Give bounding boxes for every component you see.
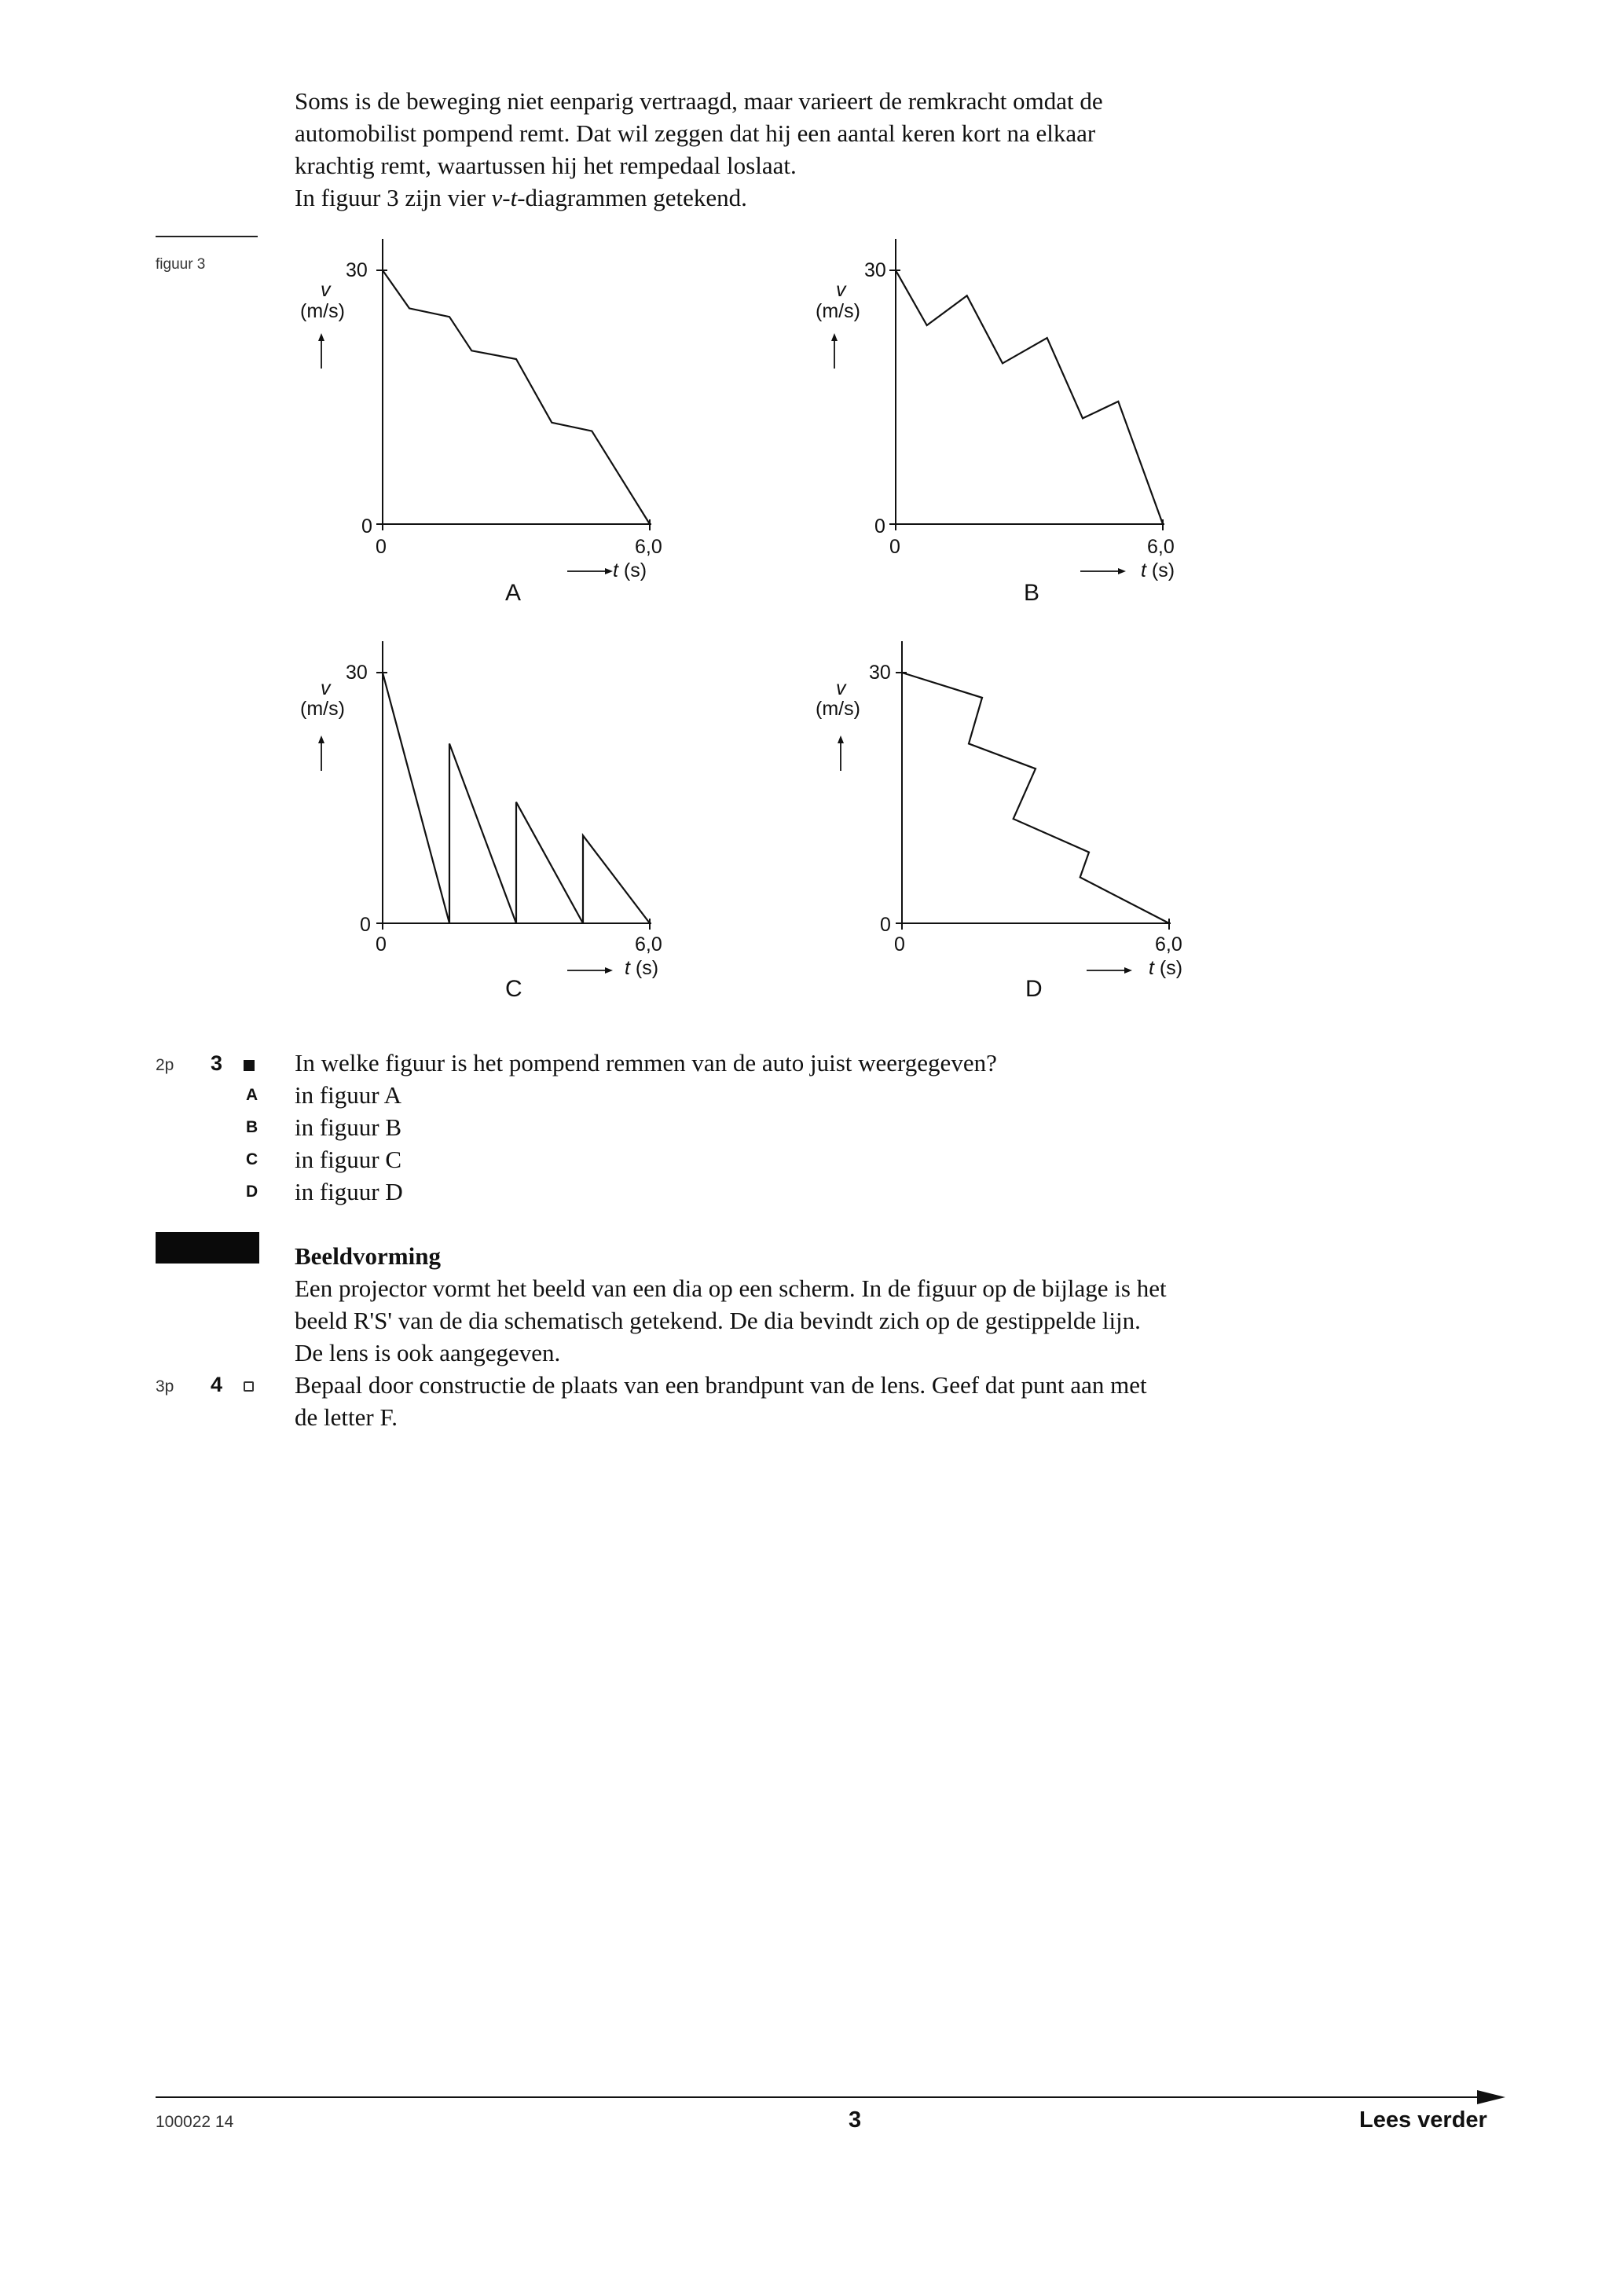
arrow-up-icon: [838, 735, 844, 743]
q3-filled-square-icon: [244, 1060, 255, 1071]
q3-number: 3: [211, 1051, 223, 1075]
x-symbol: t: [625, 957, 630, 979]
q3-option-letter: B: [246, 1118, 258, 1136]
y-zero-tick: 0: [361, 515, 372, 537]
y-unit: (m/s): [300, 698, 345, 720]
y-unit: (m/s): [816, 300, 860, 322]
x-zero-tick: 0: [889, 536, 900, 558]
intro-line: automobilist pompend remt. Dat wil zeggen dat hij een aantal keren kort na elkaar: [295, 119, 1096, 147]
y-zero-tick: 0: [874, 515, 885, 537]
intro-text: In figuur 3 zijn vier: [295, 184, 492, 211]
y-zero-tick: 0: [360, 914, 371, 936]
q3-question: In welke figuur is het pompend remmen van de auto juist weergegeven?: [295, 1049, 997, 1076]
x-unit: (s): [623, 559, 647, 581]
y-symbol: v: [321, 279, 331, 301]
x-symbol: t: [613, 559, 618, 581]
y-unit: (m/s): [300, 300, 345, 322]
chart-d: [0, 0, 1624, 1021]
x-zero-tick: 0: [894, 933, 905, 955]
x-end-tick: 6,0: [1147, 536, 1175, 558]
intro-line: Soms is de beweging niet eenparig vertraagd, maar varieert de remkracht omdat de: [295, 87, 1103, 115]
x-symbol: t: [1141, 559, 1146, 581]
section-line: Een projector vormt het beeld van een dia op een scherm. In de figuur op de bijlage is het: [295, 1275, 1167, 1302]
x-zero-tick: 0: [376, 536, 387, 558]
y-zero-tick: 0: [880, 914, 891, 936]
x-unit: (s): [1151, 559, 1175, 581]
x-end-tick: 6,0: [635, 536, 662, 558]
y-symbol: v: [321, 677, 331, 699]
arrow-right-icon: [1477, 2090, 1505, 2104]
q3-option-letter: D: [246, 1183, 258, 1201]
q4-number: 4: [211, 1373, 223, 1396]
y-symbol: v: [836, 279, 846, 301]
panel-letter-d: D: [1025, 976, 1043, 1002]
footer-continue-label: Lees verder: [1359, 2107, 1487, 2133]
x-end-tick: 6,0: [1155, 933, 1182, 955]
q3-option-a: in figuur A: [295, 1081, 402, 1109]
q4-line: Bepaal door constructie de plaats van een brandpunt van de lens. Geef dat punt aan met: [295, 1371, 1147, 1399]
footer-rule: [156, 2096, 1491, 2098]
x-unit: (s): [635, 957, 659, 979]
arrow-right-icon: [1124, 967, 1132, 974]
q4-open-square-icon: [244, 1381, 254, 1392]
x-unit: (s): [1159, 957, 1183, 979]
y-top-tick: 30: [869, 662, 891, 684]
intro-line: krachtig remt, waartussen hij het rempedaal loslaat.: [295, 152, 797, 179]
q4-points: 3p: [156, 1377, 174, 1396]
chart-d-series-line: [902, 673, 1169, 923]
intro-emph: v-t: [491, 184, 518, 211]
chart-d-svg: [0, 0, 1624, 1021]
x-axis-label: [1141, 559, 1175, 582]
q3-option-c: in figuur C: [295, 1146, 402, 1173]
x-axis-label: [1149, 957, 1182, 980]
x-end-tick: 6,0: [635, 933, 662, 955]
x-axis-label: [625, 957, 658, 980]
x-axis-label: [613, 559, 647, 582]
intro-text: -diagrammen getekend.: [517, 184, 747, 211]
section-marker-bar: [156, 1232, 259, 1264]
y-top-tick: 30: [346, 662, 368, 684]
section-line: beeld R'S' van de dia schematisch getekend. De dia bevindt zich op de gestippelde lijn.: [295, 1307, 1141, 1334]
q3-option-d: in figuur D: [295, 1178, 403, 1205]
section-line: De lens is ook aangegeven.: [295, 1339, 561, 1366]
x-symbol: t: [1149, 957, 1154, 979]
footer-exam-code: 100022 14: [156, 2113, 234, 2131]
section-title: Beeldvorming: [295, 1242, 441, 1270]
y-unit: (m/s): [816, 698, 860, 720]
panel-letter-b: B: [1024, 580, 1040, 606]
y-symbol: v: [836, 677, 846, 699]
q3-option-letter: C: [246, 1150, 258, 1168]
q3-option-b: in figuur B: [295, 1113, 402, 1141]
panel-letter-c: C: [505, 976, 522, 1002]
x-zero-tick: 0: [376, 933, 387, 955]
y-top-tick: 30: [864, 259, 886, 281]
footer-page-number: 3: [849, 2107, 862, 2133]
y-top-tick: 30: [346, 259, 368, 281]
q3-points: 2p: [156, 1056, 174, 1074]
q4-line: de letter F.: [295, 1403, 398, 1431]
panel-letter-a: A: [505, 580, 522, 606]
q3-option-letter: A: [246, 1086, 258, 1104]
figure-label: figuur 3: [156, 256, 206, 273]
